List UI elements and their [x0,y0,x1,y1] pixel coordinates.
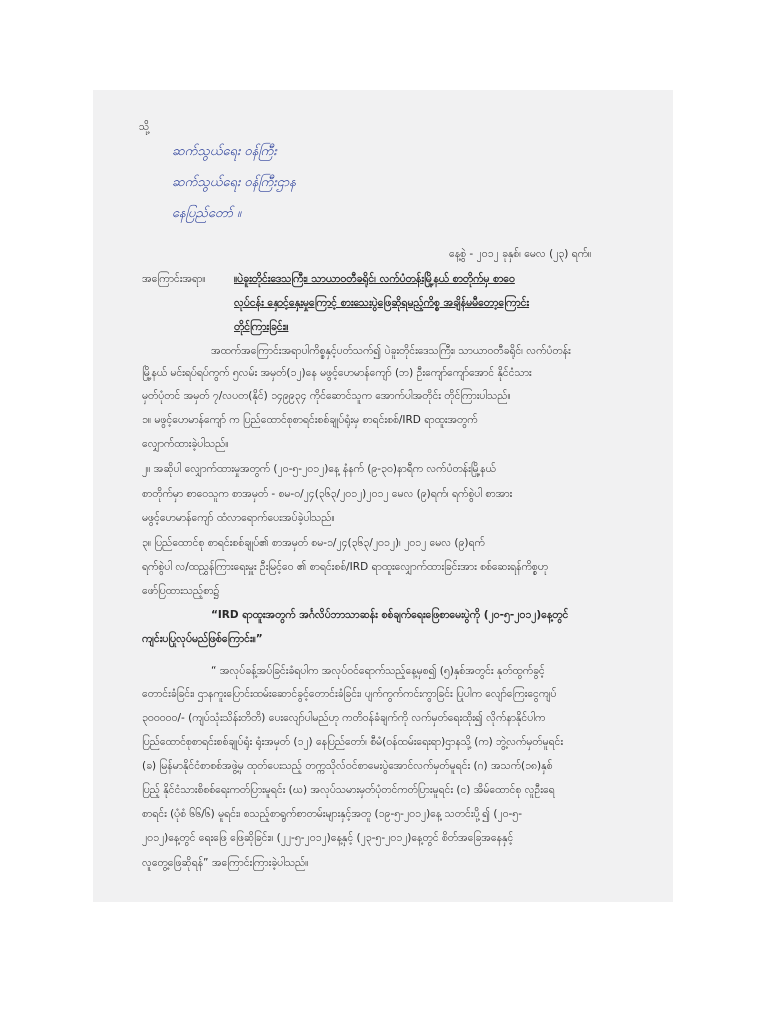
body-line-14: “ အလုပ်ခန့်အပ်ခြင်းခံရပါက အလုပ်ဝင်ရောက်သည့်နေ့မှစ၍ (၅)နှစ်အတွင်း နုတ်ထွက်ခွင့် [211,665,545,677]
quote-line-2: ကျင်းပပြုလုပ်မည်ဖြစ်ကြောင်း။” [142,633,263,645]
letter-date: နေ့စွဲ - ၂၀၁၂ ခုနှစ်၊ မေလ (၂၃) ရက်။ [449,248,592,260]
recipient-line-3: နေပြည်တော် ။ [172,206,242,221]
body-line-5: လျှောက်ထားခဲ့ပါသည်။ [142,438,229,450]
salutation-to: သို့ [139,121,150,133]
body-line-17: ပြည်ထောင်စုစာရင်းစစ်ချုပ်ရုံး ရုံးအမှတ် (၁၂) နေပြည်တော်၊ စီမံ(ဝန်ထမ်းရေးရာ)ဌာနသို့ (က) ဘွဲ့လက်မှတ်မူရင်း [142,736,564,748]
subject-line-1: ။ပဲခူးတိုင်းဒေသကြီး၊ သာယာဝတီခရိုင်၊ လက်ပံတန်းမြို့နယ် စာတိုက်မှ စာဝေ [234,273,515,285]
body-line-18: (ခ) မြန်မာနိုင်ငံစာစစ်အဖွဲ့မှ ထုတ်ပေးသည့် တက္ကသိုလ်ဝင်စာမေးပွဲအောင်လက်မှတ်မူရင်း (ဂ) အသက်(၁၈)နှစ် [142,760,553,772]
body-line-2: မြို့နယ် မင်းရပ်ရပ်ကွက် ၅လမ်း အမှတ်(၁၂)နေ မဖွင့်ဟေမာန်ကျော် (ဘ) ဦးကျော်ကျော်အောင် နိုင်ငံသား [142,367,532,379]
body-line-7: စာတိုက်မှာ စာဝေသူက စာအမှတ် - စမ-၀/၂၄(၃၆၃/၂၀၁၂)၂၀၁၂ မေလ (၉)ရက်၊ ရက်စွဲပါ စာအား [142,488,513,500]
body-line-19: ပြည့် နိုင်ငံသားစိစစ်ရေးကတ်ပြားမူရင်း (ဃ) အလုပ်သမားမှတ်ပုံတင်ကတ်ပြားမူရင်း (င) အိမ်ထောင်စု လူဦးရေ [142,784,555,796]
letter-page [93,90,673,902]
subject-line-2: လုပ်ငန်း နှောင့်နှေးမှုကြောင့် စားသေးပွဲဖြေဆိုရမည့်ကိစ္စ အချိန်မမီတော့ကြောင်း [234,297,530,309]
body-line-15: တောင်းခံခြင်း၊ ဌာနကူးပြောင်းထမ်းဆောင်ခွင့်တောင်းခံခြင်း၊ ပျက်ကွက်ကင်းကွာခြင်း ပြုပါက လျော်ကြေးငွေကျပ် [142,688,557,700]
body-line-16: ၃၀၀၀၀၀/- (ကျပ်သုံးသိန်းတိတိ) ပေးလျော်ပါမည်ဟု ကတိဝန်ခံချက်ကို လက်မှတ်ရေးထိုး၍ လိုက်နာနိုင်ပါက [142,712,546,724]
subject-label: အကြောင်းအရာ။ [142,273,206,285]
body-line-22: လူတွေ့ဖြေဆိုရန်” အကြောင်းကြားခဲ့ပါသည်။ [142,857,309,869]
body-line-11: ဖော်ပြထားသည့်စာ၌ [142,585,220,597]
body-line-20: စာရင်း (ပုံစံ ၆၆/၆) မူရင်း၊ စသည့်စာရွက်စာတမ်းများနှင့်အတူ (၁၉-၅-၂၀၁၂)နေ့ သတင်းပို့၍ (၂၀-၅- [142,808,522,820]
recipient-line-2: ဆက်သွယ်ရေး ဝန်ကြီးဌာန [172,175,296,190]
body-line-4: ၁။ မဖွင့်ဟေမာန်ကျော် က ပြည်ထောင်စုစာရင်းစစ်ချုပ်ရုံးမှ စာရင်းစစ်/IRD ရာထူးအတွက် [142,414,478,426]
body-line-8: မဖွင့်ဟေမာန်ကျော် ထံလာရောက်ပေးအပ်ခဲ့ပါသည်။ [142,512,335,524]
body-line-6: ၂။ အဆိုပါ လျှောက်ထားမှုအတွက် (၂၀-၅-၂၀၁၂)နေ့ နံနက် (၉-၃၀)နာရီက လက်ပံတန်းမြို့နယ် [142,463,496,475]
subject-line-3: တိုင်ကြားခြင်း။ [234,321,289,333]
body-line-3: မှတ်ပုံတင် အမှတ် ၇/လပတ(နိုင်) ၁၄၉၉၃၄ ကိုင်ဆောင်သူက အောက်ပါအတိုင်း တိုင်ကြားပါသည်။ [142,390,511,402]
quote-line-1: “IRD ရာထူးအတွက် အင်္ဂလိပ်ဘာသာဆန်း စစ်ချက်ရေးဖြေစာမေးပွဲကို (၂၀-၅-၂၀၁၂)နေ့တွင် [211,609,569,621]
recipient-line-1: ဆက်သွယ်ရေး ဝန်ကြီး [172,144,277,159]
body-line-1: အထက်အကြောင်းအရာပါကိစ္စနှင့်ပတ်သက်၍ ပဲခူးတိုင်းဒေသကြီး၊ သာယာဝတီခရိုင်၊ လက်ပံတန်း [211,345,571,357]
body-line-10: ရက်စွဲပါ လ/ထညွှန်ကြားရေးမှူး ဦးမြင့်ဝေ ၏ စာရင်းစစ်/IRD ရာထူးလျှောက်ထားခြင်းအား စစ်ဆေးရန်ကိစ္စဟု [142,561,548,573]
body-line-9: ၃။ ပြည်ထောင်စု စာရင်းစစ်ချုပ်၏ စာအမှတ် စမ-၁/၂၄(၃၆၃/၂၀၁၂)၊ ၂၀၁၂ မေလ (၉)ရက် [142,537,485,549]
body-line-21: ၂၀၁၂)နေ့တွင် ရေးဖြေ ဖြေဆိုခြင်း။ (၂၂-၅-၂၀၁၂)နေ့နှင့် (၂၃-၅-၂၀၁၂)နေ့တွင် စိတ်အခြေအနေနှင့် [142,832,514,844]
